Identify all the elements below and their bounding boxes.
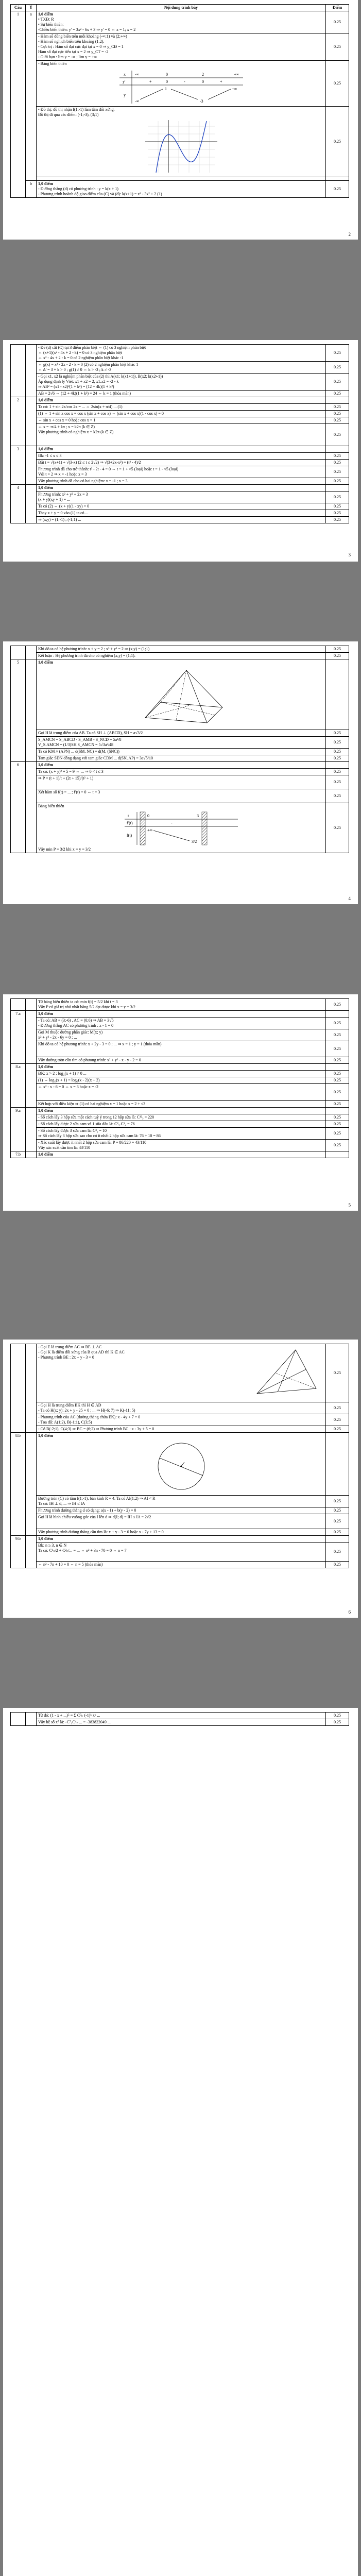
table-row: [11, 769, 349, 775]
score-cell: 0.25: [326, 1713, 349, 1719]
score-cell: 0.25: [326, 1029, 349, 1041]
content-cell: Đường tròn (C) có tâm I(1;-1), bán kính R = 4. Ta có AI(1;2) ⇒ AI < R Ta có: IH ⊥ d, ... ⇒ IH ≤ IA: [37, 1496, 326, 1507]
table-row: [11, 1713, 349, 1719]
content-cell: Gọi H là trung điểm của AB. Ta có SH ⊥ (ABCD), SH = a√3/2: [37, 730, 326, 737]
table-row: [11, 11, 349, 33]
content-cell: - Số cách lấy được 3 sữa cam là: C³₅ = 10 ⇒ Số cách lấy 3 hộp sữa sao cho có ít nhất 2 hộp sữa cam là: 76 + 10 = 86: [37, 1128, 326, 1140]
score-cell: 0.25: [326, 478, 349, 485]
score-cell: 0.25: [326, 1426, 349, 1433]
content-cell: Tam giác SDN đồng dạng với tam giác CDM ... d(SN, AP) = 3a√5/10: [37, 755, 326, 762]
table-row: [11, 749, 349, 755]
content-cell: ⇒ (x;y) = (1;-1) ; (-1;1) ...: [37, 517, 326, 523]
table-row: [11, 404, 349, 411]
bbt2-t-val: 0: [147, 814, 149, 818]
question-header-row: 9.b 1,0 điểm: [11, 1536, 349, 1543]
answer-table: [10, 344, 349, 523]
answer-table: [10, 4, 349, 198]
answer-table: [10, 1712, 349, 1726]
question-header-row: 8.b 1,0 điểm: [11, 1433, 349, 1496]
question-header-row: 8.a 1,0 điểm: [11, 1064, 349, 1071]
score-cell: 0.25: [326, 1344, 349, 1402]
content-cell: S_AMCN = S_ABCD - S_AMB - S_NCD = 5a²/8 V_S.AMCN = (1/3)SH.S_AMCN = 5√3a³/48: [37, 737, 326, 749]
content-cell: - Phương trình của AC (đường thẳng chứa EK): x - 4y + 7 = 0 - Tọa độ: A(1;2), B(-1;1), C(3;5): [37, 1414, 326, 1426]
header-y: Ý: [26, 5, 37, 11]
table-row: [11, 1140, 349, 1151]
question-number: 8.a: [11, 1064, 26, 1108]
bbt-x-val: 2: [201, 72, 204, 77]
question-header-row: 7.b 1,0 điểm: [11, 1151, 349, 1158]
question-header-row: 3 1,0 điểm: [11, 446, 349, 453]
table-row: [11, 1402, 349, 1414]
content-cell: 1,0 điểm • TXĐ: R • Sự biến thiên: -Chiều biến thiên: y' = 3x² - 6x + 3 ⇒ y' = 0 ⇔ x = 1; x = 2: [37, 11, 326, 33]
content-cell: • Đồ thị: đồ thị nhận I(1;-1) làm tâm đối xứng. Đồ thị đi qua các điểm: (-1;-3), (3;1): [37, 107, 326, 177]
table-row: [11, 1057, 349, 1064]
content-cell: Khi đó ta có hệ phương trình: x + y = 2 ; x³ + y³ = 2 ⇒ (x;y) = (1;1): [37, 646, 326, 653]
score-cell: 0.25: [326, 653, 349, 659]
table-row: [11, 1344, 349, 1402]
content-cell: 1,0 điểm - Đường thẳng (d) có phương trình : y = k(x + 1) - Phương trình hoành độ giao điểm của (C) và (d): k(x+1) = x³ - 3x² + 2 (1): [37, 181, 326, 198]
question-header-row: 5 1,0 điểm: [11, 659, 349, 730]
content-cell: Khi đó ta có hệ phương trình: x + 2y - 3 = 0 ; ... ⇒ x = 1 ; y = 1 (thỏa mãn): [37, 1041, 326, 1057]
content-cell: - Số cách lấy 3 hộp sữa một cách tuỳ ý trong 12 hộp sữa là: C¹²₃ = 220: [37, 1114, 326, 1121]
page-number: 4: [348, 896, 351, 901]
table-row: [11, 345, 349, 362]
bbt-y-val: 1: [164, 87, 167, 91]
content-cell: Ta có (2) ⇔ (x + y)(1 - xy) = 0: [37, 503, 326, 510]
table-row: [11, 1114, 349, 1121]
content-cell: Thay x + y = 0 vào (1) ta có ...: [37, 510, 326, 517]
content-cell: Ta có: (x + y)² + 5 = 9 ⇔ ... ⇒ 0 < t ≤ 3: [37, 769, 326, 775]
score-cell: 0.25: [326, 404, 349, 411]
answer-table: [10, 646, 349, 853]
header-cau: Câu: [11, 5, 26, 11]
part-label: b: [26, 181, 37, 198]
score-cell: 0.25: [326, 1140, 349, 1151]
question-header-row: 7.a 1,0 điểm: [11, 1011, 349, 1018]
answer-table: [10, 998, 349, 1158]
question-number: 6: [11, 762, 26, 853]
question-number: 2: [11, 397, 26, 446]
score-cell: 0.25: [326, 466, 349, 478]
question-number: 7.b: [11, 1151, 26, 1158]
score-cell: 0.25: [326, 460, 349, 466]
content-cell: Từ đó: (1 - x + ...)⁵ = Σ C⁷ₖ (-1)ᵏ xᵏ ...: [37, 1713, 326, 1719]
page-number: 5: [348, 1202, 351, 1208]
question-number: 1: [11, 11, 26, 198]
content-cell: ⇒ P = (t + 1)/t + (2t + 15)/(t² + 1): [37, 775, 326, 789]
table-row: [11, 1077, 349, 1084]
bbt2-f-val: 3/2: [191, 839, 197, 844]
content-cell: Vậy phương trình đường thẳng cần tìm là: x + y - 3 = 0 hoặc x - 7y + 13 = 0: [37, 1529, 326, 1536]
table-row: [11, 374, 349, 391]
function-graph-figure: [143, 118, 220, 175]
table-row: [11, 460, 349, 466]
page-5: [3, 994, 358, 1211]
bbt-x-val: +∞: [233, 72, 239, 77]
page-number: 6: [348, 1609, 351, 1615]
content-cell: Bảng biến thiên t 0 3 f'(t) - f(t) +∞ 3/2 Vậy min P = 3/2 khi x = y = 3/2: [37, 803, 326, 853]
score-cell: 0.25: [326, 1071, 349, 1077]
page-number: 3: [348, 552, 351, 557]
score-cell: 0.25: [326, 1543, 349, 1562]
triangle-figure: [247, 1345, 324, 1401]
score-cell: 0.25: [326, 374, 349, 391]
table-row: [11, 737, 349, 749]
score-cell: 0.25: [326, 775, 349, 789]
bbt-x-val: -∞: [134, 72, 139, 77]
content-cell: Ta có: 1 + sin 2x/cos 2x = ... ⇔ 2sin(x + π/4) ... (1): [37, 404, 326, 411]
content-cell: Vậy hệ số x⁵ là: -C⁷₁C⁴ₙ ... = -383822049 ...: [37, 1719, 326, 1726]
table-row: [11, 517, 349, 523]
score-cell: 0.25: [326, 1041, 349, 1057]
table-row: [11, 1507, 349, 1514]
bbt-x-val: 0: [165, 72, 168, 77]
score-cell: 0.25: [326, 1128, 349, 1140]
content-cell: Vậy phương trình đã cho có hai nghiệm: x = -1 ; x = 3.: [37, 478, 326, 485]
content-cell: Phương trình: x² + y² + 2x = 3 (x + y)(xy + 1) = ...: [37, 492, 326, 503]
table-row: [11, 1071, 349, 1077]
content-cell: Từ bảng biến thiên ta có: min f(t) = 5/2 khi t = 3 Vậy P có giá trị nhỏ nhất bằng 5/2 đạt được khi x = y = 3/2: [37, 999, 326, 1011]
table-row: [11, 510, 349, 517]
score-cell: 0.25: [326, 1529, 349, 1536]
content-cell: Xét hàm số f(t) = ... ; f'(t) = 0 ⇔ t = 3: [37, 789, 326, 803]
table-row: [11, 1514, 349, 1529]
table-row: [11, 492, 349, 503]
content-cell: - Hàm số đồng biến trên mỗi khoảng (-∞;1) và (2;+∞) - Hàm số nghịch biến trên khoảng (1;2). - Cực trị : Hàm số đạt cực đại tại x = 0 ⇒ y_CĐ = 1 Hàm số đạt cực tiểu tại x = 2 ⇒ y_CT = -2 - Giới hạn : lim y = -∞ ; lim y = +∞: [37, 33, 326, 61]
content-cell: - Xác suất lấy được ít nhất 2 hộp sữa cam là: P = 86/220 = 43/110 Vậy xác suất cần tìm là: 43/110: [37, 1140, 326, 1151]
content-cell: - Gọi H là trung điểm BK thì H ∈ AD - Ta có H(x; y): 2x + y - 25 = 0 ; ... ⇒ H(-6; 7) ⇒ K(-11; 5): [37, 1402, 326, 1414]
score-cell: 0.25: [326, 1057, 349, 1064]
content-cell: - Để (d) cắt (C) tại 3 điểm phân biệt ⇔ (1) có 3 nghiệm phân biệt ⇔ (x+1)(x² - 4x + 2 - k) = 0 có 3 nghiệm phân biệt ⇔ x² - 4x + 2 - k = 0 có 2 nghiệm phân biệt khác -1: [37, 345, 326, 362]
table-row: [11, 646, 349, 653]
content-cell: ⇔ x² - x - 6 = 0 ⇔ x = 3 hoặc x = -2: [37, 1084, 326, 1101]
table-row: [11, 411, 349, 417]
content-cell: Gọi H là hình chiếu vuông góc của I lên d ⇒ d(I; d) = IH ≤ IA = 2√2: [37, 1514, 326, 1529]
bbt-x-label: x: [123, 72, 126, 77]
table-row: [11, 107, 349, 177]
page-2: [3, 0, 358, 240]
score-cell: 0.25: [326, 789, 349, 803]
bbt-y-val: -∞: [134, 99, 139, 104]
score-cell: 0.25: [326, 345, 349, 362]
score-cell: 0.25: [326, 646, 349, 653]
table-row: [11, 999, 349, 1011]
bbt-yp-label: y': [122, 79, 125, 84]
score-cell: 0.25: [326, 1018, 349, 1029]
table-row: [11, 466, 349, 478]
question-header-row: 4 1,0 điểm: [11, 485, 349, 492]
question-header-row: 9.a 1,0 điểm: [11, 1108, 349, 1114]
table-row: [11, 1121, 349, 1128]
score-cell: 0.25: [326, 411, 349, 417]
bbt-sign: 0: [165, 79, 168, 84]
score-cell: 0.25: [326, 1101, 349, 1108]
content-cell: - Bảng biến thiên x y' y -∞ 0 2 +∞ + 0 - 0 + 1 +∞ -∞ -3: [37, 61, 326, 107]
content-cell: Đặt t = √(x+1) + √(3-x) (2 ≤ t ≤ 2√2) ⇒ √(3+2x-x²) = (t² - 4)/2: [37, 460, 326, 466]
table-row: [11, 362, 349, 374]
score-cell: 0.25: [326, 1414, 349, 1426]
score-cell: 0.25: [326, 33, 349, 61]
table-row: [11, 775, 349, 789]
content-cell: ⇔ x = -π/4 + kπ ; x = k2π (k ∈ Z) Vậy phương trình có nghiệm x = k2π (k ∈ Z): [37, 424, 326, 446]
question-number: 8.b: [11, 1433, 26, 1536]
question-number: 4: [11, 485, 26, 523]
content-cell: Phương trình đã cho trở thành: t² - 2t - 4 = 0 ⇔ t = 1 + √5 (loại) hoặc t = 1 - √5 (loại) Với t = 2 ⇒ x = -1 hoặc x = 3: [37, 466, 326, 478]
score-cell: 0.25: [326, 1507, 349, 1514]
score-cell: 0.25: [326, 1121, 349, 1128]
bbt-sign: +: [149, 79, 152, 84]
score-cell: 0.25: [326, 1077, 349, 1084]
score-cell: 0.25: [326, 803, 349, 853]
bbt-y-label: y: [123, 93, 126, 97]
score-cell: 0.25: [326, 453, 349, 460]
content-cell: ⇔ n² - 7n + 10 = 0 ⇔ n = 5 (thỏa mãn): [37, 1562, 326, 1568]
bbt2-f-val: +∞: [147, 828, 152, 833]
table-row: [11, 177, 349, 181]
content-cell: Gọi M thuộc đường phân giác: M(x; y) x² + y² - 2x - 6y = 0 ; ...: [37, 1029, 326, 1041]
table-row: [11, 1414, 349, 1426]
table-row: [11, 755, 349, 762]
table-row: [11, 1101, 349, 1108]
content-cell: - Số cách lấy được 2 sữa cam và 1 sữa dâu là: C²₅.C¹₄ = 76: [37, 1121, 326, 1128]
bbt2-f-label: f(t): [126, 833, 132, 838]
score-cell: 0.25: [326, 417, 349, 424]
question-number: 9.a: [11, 1108, 26, 1151]
table-row: [11, 181, 349, 198]
content-cell: ⇔ sin x + cos x = 0 hoặc cos x = 1: [37, 417, 326, 424]
bbt-sign: 0: [201, 79, 204, 84]
score-cell: 0.25: [326, 1084, 349, 1101]
question-number: 9.b: [11, 1536, 26, 1568]
score-cell: 0.25: [326, 391, 349, 397]
score-cell: 0.25: [326, 517, 349, 523]
table-row: [11, 1018, 349, 1029]
table-row: [11, 1529, 349, 1536]
table-header-row: [11, 5, 349, 11]
content-cell: Phương trình đường thẳng d có dạng: a(x - 1) + b(y - 2) = 0: [37, 1507, 326, 1514]
score-cell: 0.25: [326, 510, 349, 517]
table-row: [11, 1562, 349, 1568]
table-row: [11, 803, 349, 853]
page-7: [3, 1708, 358, 2576]
bbt-y-val: -3: [199, 99, 203, 104]
table-row: [11, 1543, 349, 1562]
question-number: 5: [11, 659, 26, 762]
score-cell: 0.25: [326, 424, 349, 446]
content-cell: Kết luận : Hệ phương trình đã cho có nghiệm (x;y) = (1;1).: [37, 653, 326, 659]
bbt2-sign: -: [170, 821, 173, 825]
content-cell: AB = 2√6 ⇔ (12 + 4k)(1 + k²) = 24 ⇔ k = 1 (thỏa mãn): [37, 391, 326, 397]
score-cell: 0.25: [326, 1402, 349, 1414]
table-row: [11, 1426, 349, 1433]
table-row: [11, 424, 349, 446]
content-cell: [37, 177, 326, 181]
score-cell: 0.25: [326, 769, 349, 775]
content-cell: - Ta có: AB = (3;-6) , AC = (0;6) ⇒ AB = 3√5 - Đường thẳng AC có phương trình : x - 1 = 0: [37, 1018, 326, 1029]
table-row: [11, 653, 349, 659]
content-cell: - Gọi x1, x2 là nghiệm phân biệt của (2) thì A(x1; k(x1+1)), B(x2; k(x2+1)) Áp dụng định lý Viét: x1 + x2 = 2, x1.x2 = -2 - k ⇒ AB² = (x1 - x2)²(1 + k²) = (12 + 4k)(1 + k²): [37, 374, 326, 391]
question-header-row: 2 1,0 điểm: [11, 397, 349, 404]
score-cell: 0.25: [326, 730, 349, 737]
variation-table-figure: [119, 810, 243, 846]
content-cell: Kết hợp với điều kiện ⇒ (1) có hai nghiệm x = 1 hoặc x = 2 + √3: [37, 1101, 326, 1108]
question-number: 3: [11, 446, 26, 485]
bbt-sign: -: [183, 79, 185, 84]
question-header-row: 6 1,0 điểm: [11, 762, 349, 769]
score-cell: 0.25: [326, 11, 349, 33]
content-cell: Đk: n ≥ 3, n ∈ N Ta có: C¹ₙ/2 + C²ₙ/... = ... ⇔ n² + 3n - 70 = 0 ⇔ n = 7: [37, 1543, 326, 1562]
bbt-sign: +: [219, 79, 222, 84]
score-cell: 0.25: [326, 1496, 349, 1507]
content-cell: Đk: -1 ≤ x ≤ 3: [37, 453, 326, 460]
table-row: [11, 1041, 349, 1057]
pyramid-figure: [130, 666, 233, 728]
content-cell: ĐK: x > 2 ; log₂(x + 1) ≠ 0 ...: [37, 1071, 326, 1077]
score-cell: 0.25: [326, 181, 349, 198]
table-row: [11, 478, 349, 485]
table-row: [11, 789, 349, 803]
circle-figure: [145, 1439, 217, 1494]
table-row: [11, 1128, 349, 1140]
page-3: [3, 340, 358, 562]
score-cell: 0.25: [326, 749, 349, 755]
score-cell: 0.25: [326, 492, 349, 503]
content-cell: (1) ⇔ 1 + sin x cos x = cos x (sin x + cos x) ⇔ (sin x + cos x)(1 - cos x) = 0: [37, 411, 326, 417]
part-label: a: [26, 11, 37, 181]
content-cell: ⇔ g(x) = x² - 2x - 2 - k = 0 (2) có 2 nghiệm phân biệt khác 1 ⇔ Δ' = 3 + k > 0 ; g(1) ≠ 0 ⇔ k > -3 ; k ≠ -3: [37, 362, 326, 374]
table-row: [11, 391, 349, 397]
table-row: [11, 33, 349, 61]
bbt-y-val: +∞: [231, 87, 237, 91]
page-4: [3, 641, 358, 904]
header-noi-dung: Nội dung trình bày: [37, 5, 326, 11]
score-cell: 0.25: [326, 737, 349, 749]
bbt2-t-val: 3: [196, 814, 199, 818]
table-row: [11, 730, 349, 737]
score-cell: 0.25: [326, 61, 349, 107]
table-row: [11, 1496, 349, 1507]
score-cell: 0.25: [326, 755, 349, 762]
table-row: [11, 503, 349, 510]
table-row: [11, 1084, 349, 1101]
table-row: [11, 61, 349, 107]
header-diem: Điểm: [326, 5, 349, 11]
variation-table-figure: [114, 67, 248, 105]
score-cell: 0.25: [326, 362, 349, 374]
score-cell: 0.25: [326, 1514, 349, 1529]
bbt2-t-label: t: [127, 814, 129, 818]
content-cell: (1) ⇔ log₂(x + 1) = log₂(x - 2)(x + 2): [37, 1077, 326, 1084]
content-cell: - Gọi E là trung điểm AC ⇒ BE ⊥ AC - Gọi K là điểm đối xứng của B qua AD thì K ∈ AC - Phương trình BE : 2x + y - 3 = 0: [37, 1344, 326, 1402]
score-cell: 0.25: [326, 999, 349, 1011]
table-row: [11, 417, 349, 424]
table-row: [11, 1719, 349, 1726]
content-cell: Vậy đường tròn cần tìm có phương trình: x² + y² - x - y - 2 = 0: [37, 1057, 326, 1064]
table-row: [11, 453, 349, 460]
score-cell: 0.25: [326, 1562, 349, 1568]
page-6: [3, 1340, 358, 1618]
table-row: [11, 1029, 349, 1041]
score-cell: 0.25: [326, 107, 349, 177]
bbt2-fp-label: f'(t): [126, 821, 133, 825]
score-cell: 0.25: [326, 503, 349, 510]
content-cell: Ta có KM // (APN) ... d(SM, NC) = d(M, (SNC)): [37, 749, 326, 755]
page-number: 2: [348, 232, 351, 237]
score-cell: 0.25: [326, 1114, 349, 1121]
question-number: 7.a: [11, 1011, 26, 1064]
content-cell: - Có B(-2;1), C(4;3) ⇒ BC = (6;2) ⇒ Phương trình BC : x - 3y + 5 = 0: [37, 1426, 326, 1433]
answer-table: [10, 1344, 349, 1568]
score-cell: 0.25: [326, 1719, 349, 1726]
